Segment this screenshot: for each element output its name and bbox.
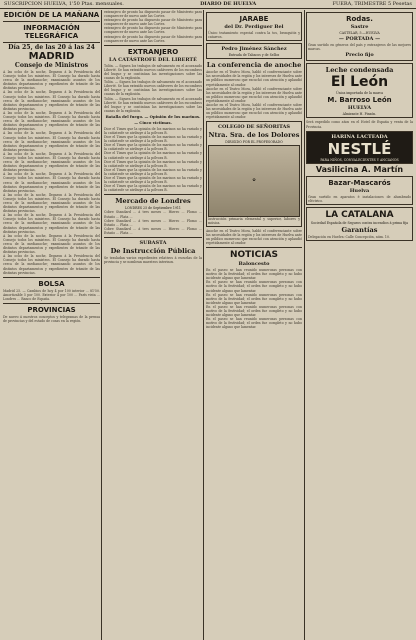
- catalana-title: LA CATALANA: [325, 209, 394, 220]
- batalla-text: Dice el Times que la opinión de los marinos no ha variado y la catástrofe se atribuye á la pólvora B.: [104, 143, 202, 152]
- instruccion-heading: De Instrucción Pública: [110, 247, 196, 256]
- liberte-text: Tolón. — Siguen los trabajos de salvamento en el acorazado Liberté. Se han extraído nuevos cadáveres de los escombros del buque y se continúan las investigaciones sobre las causas de la explosión.: [104, 96, 202, 113]
- article-body-continued: A las ocho de la noche, llegaron á la Presidencia del Consejo todos los ministros. El Consejo ha durado hasta cerca de la medianoche; examinando asuntos de los distintos departamentos y expedientes de trámite de las distintas provincias.: [3, 192, 100, 214]
- subasta-heading: SUBASTA: [139, 240, 167, 247]
- column-anuncios: [306, 10, 413, 640]
- conferencia-text: Anoche en el Teatro Mora, habló el conferenciante sobre las necesidades de la región y los intereses de Huelva ante un público numeroso que escuchó con atención y aplaudió repetidamente al orador.: [206, 86, 302, 103]
- city-madrid: MADRID: [28, 51, 75, 62]
- column-divider: [101, 10, 102, 640]
- masthead-right: FUERA, TRIMESTRE 5 Pesetas: [332, 1, 412, 7]
- article-body-continued: A las ocho de la noche, llegaron á la Presidencia del Consejo todos los ministros. El Consejo ha durado hasta cerca de la medianoche; examinando asuntos de los distintos departamentos y expedientes de trámite de las distintas provincias.: [3, 110, 100, 132]
- liberte-text: Tolón. — Siguen los trabajos de salvamento en el acorazado Liberté. Se han extraído nuevos cadáveres de los escombros del buque y se continúan las investigaciones sobre las causas de la explosión.: [104, 63, 202, 81]
- jarabe-sub: del Dr. Perdiguer Bel: [224, 24, 284, 30]
- provincias-heading: PROVINCIAS: [27, 305, 76, 314]
- vasilicina-title: Vasilicina A. Martín: [315, 164, 404, 174]
- noticias-text: En el paseo se han reunido numerosas personas con motivo de la festividad; el orden fue completo y no hubo incidente alguno que lamentar.: [206, 317, 302, 330]
- column-telegrafica: [3, 10, 100, 640]
- bazar-title: Bazar-Mascarós: [328, 178, 391, 187]
- colegio-illustration: ✿: [208, 145, 300, 217]
- article-body-continued: A las ocho de la noche, llegaron á la Presidencia del Consejo todos los ministros. El Consejo ha durado hasta cerca de la medianoche; examinando asuntos de los distintos departamentos y expedientes de trámite de las distintas provincias.: [3, 90, 100, 111]
- mercado-text: Cobre Standard ... á tres meses ... Hierro ... Plomo ... Estaño ... Plata ...: [104, 226, 202, 235]
- article-body-continued: A las ocho de la noche, llegaron á la Presidencia del Consejo todos los ministros. El Consejo ha durado hasta cerca de la medianoche; examinando asuntos de los distintos departamentos y expedientes de trámite de las distintas provincias.: [3, 233, 100, 255]
- noticias-sub: Baloncesto: [238, 261, 270, 268]
- dates-line: Día 25, de las 20 á las 24: [8, 44, 95, 51]
- leon-brand: El León: [330, 74, 389, 91]
- rodas-title: Rodas.: [346, 15, 373, 23]
- leon-sub: Única importada de la marca: [335, 91, 384, 96]
- nestle-ad: [306, 131, 413, 164]
- noticias-text: En el paseo se han reunido numerosas personas con motivo de la festividad; el orden fue completo y no hubo incidente alguno que lamentar.: [206, 292, 302, 305]
- section-title: INFORMACIÓN TELEGRÁFICA: [23, 24, 80, 40]
- noticias-heading: NOTICIAS: [229, 250, 279, 261]
- nestle-sub: PARA NIÑOS, CONVALECIENTES Y ANCIANOS: [320, 157, 399, 162]
- article-body: extranjero de pronto ha dispuesto pasar de Ministerio para comparecer de nuevo ante las Cortes.: [104, 18, 202, 27]
- provincias-text: De nuevo á nuestros conceptos y telegramas de la prensa de provincias y del estado de cosas en la región.: [3, 314, 100, 324]
- nestle-top: HARINA LACTEADA: [331, 133, 388, 140]
- batalla-heading: Batalla del fuego. — Opinión de los marinos. — Cinco víctimas.: [105, 113, 201, 125]
- bolsa-text: Madrid 25. — Cambios de hoy 4 por 100 interior ... 81'50. Amortizable 5 por 100. Exterior 4 por 100 ... París vista ... Londres ... Banco de España.: [3, 288, 100, 301]
- extranjero-heading: EXTRANJERO: [127, 47, 179, 56]
- masthead-left: SUSCRIPCION HUELVA, 1'50 Ptas. mensuales.: [4, 1, 124, 7]
- rodas-sub: Sastre: [350, 24, 369, 30]
- portada-title: — PORTADA —: [338, 36, 381, 43]
- batalla-text: Dice el Times que la opinión de los marinos no ha variado y la catástrofe se atribuye á la pólvora B.: [104, 151, 202, 160]
- article-body-continued: A las ocho de la noche, llegaron á la Presidencia del Consejo todos los ministros. El Consejo ha durado hasta cerca de la medianoche; examinando asuntos de los distintos departamentos y expedientes de trámite de las distintas provincias.: [3, 172, 100, 193]
- barroso-city: HUELVA: [347, 105, 372, 112]
- batalla-text: Dice el Times que la opinión de los marinos no ha variado y la catástrofe se atribuye á la pólvora B.: [104, 184, 202, 193]
- article-body-continued: A las ocho de la noche, llegaron á la Presidencia del Consejo todos los ministros. El Consejo ha durado hasta cerca de la medianoche; examinando asuntos de los distintos departamentos y expedientes de trámite de las distintas provincias.: [3, 151, 100, 173]
- mercado-date: LONDRES 25 de Septiembre 1911: [125, 206, 181, 211]
- noticias-text: En el paseo se han reunido numerosas personas con motivo de la festividad; el orden fue completo y no hubo incidente alguno que lamentar.: [206, 304, 302, 318]
- column-extranjero: [104, 10, 202, 640]
- pedro-title: Pedro Jiménez Sánchez: [221, 46, 287, 53]
- instruccion-text: Se trasladan varios expedientes relativos á escuelas de la provincia y se nombran maestros interinos.: [104, 256, 202, 265]
- noticias-text: En el paseo se han reunido numerosas personas con motivo de la festividad; el orden fue completo y no hubo incidente alguno que lamentar.: [206, 268, 302, 281]
- conferencia-text: Anoche en el Teatro Mora, habló el conferenciante sobre las necesidades de la región y los intereses de Huelva ante un público numeroso que escuchó con atención y aplaudió repetidamente al orador.: [206, 228, 302, 245]
- colegio-sub: DIRIGIDO POR EL PROFESORADO: [225, 140, 283, 145]
- bazar-text: Gran surtido en aparatos é instalaciones de alumbrado eléctrico.: [308, 194, 411, 203]
- article-body: A las ocho de la noche, llegaron á la Presidencia del Consejo todos los ministros. El Consejo ha durado hasta cerca de la medianoche; examinando asuntos de los distintos departamentos y expedientes de trámite de las distintas provincias.: [3, 70, 100, 91]
- leon-title: Leche condensada: [325, 66, 394, 75]
- council-heading: Consejo de Ministros: [14, 62, 89, 69]
- mercado-text: Cobre Standard ... á tres meses ... Hierro ... Plomo ... Estaño ... Plata ...: [104, 210, 202, 219]
- article-body-continued: A las ocho de la noche, llegaron á la Presidencia del Consejo todos los ministros. El Consejo ha durado hasta cerca de la medianoche; examinando asuntos de los distintos departamentos y expedientes de trámite de las distintas provincias.: [3, 131, 100, 152]
- nestle-brand: NESTLÉ: [327, 139, 392, 158]
- batalla-text: Dice el Times que la opinión de los marinos no ha variado y la catástrofe se atribuye á la pólvora B.: [104, 126, 202, 135]
- portada-text: Gran surtido en géneros del país y extranjeros de las mejores marcas.: [308, 43, 411, 52]
- colegio-text: Instrucción primaria elemental y superior, labores y música.: [208, 216, 300, 225]
- colegio-name: Ntra. Sra. de los Dolores: [208, 131, 300, 140]
- column-noticias: [206, 10, 302, 640]
- barroso-title: M. Barroso León: [327, 96, 392, 105]
- article-body-continued: A las ocho de la noche, llegaron á la Presidencia del Consejo todos los ministros. El Consejo ha durado hasta cerca de la medianoche; examinando asuntos de los distintos departamentos y expedientes de trámite de las distintas provincias.: [3, 254, 100, 275]
- article-body-continued: A las ocho de la noche, llegaron á la Presidencia del Consejo todos los ministros. El Consejo ha durado hasta cerca de la medianoche; examinando asuntos de los distintos departamentos y expedientes de trámite de las distintas provincias.: [3, 213, 100, 234]
- column-divider: [304, 10, 305, 640]
- catalana-sub: Sociedad Española de Seguros contra incendios á prima fija: [310, 220, 409, 225]
- masthead-center: DIARIO DE HUELVA: [200, 1, 257, 7]
- bolsa-heading: BOLSA: [38, 279, 65, 288]
- conferencia-text: Anoche en el Teatro Mora, habló el conferenciante sobre las necesidades de la región y los intereses de Huelva ante un público numeroso que escuchó con atención y aplaudió repetidamente al orador.: [206, 70, 302, 87]
- liberte-text: Tolón. — Siguen los trabajos de salvamento en el acorazado Liberté. Se han extraído nuevos cadáveres de los escombros del buque y se continúan las investigaciones sobre las causas de la explosión.: [104, 80, 202, 97]
- article-body: extranjero de pronto ha dispuesto pasar de Ministerio para comparecer de nuevo ante las Cortes.: [104, 26, 202, 35]
- article-body: extranjero de pronto ha dispuesto pasar de Ministerio para comparecer de nuevo ante las Cortes.: [104, 34, 202, 43]
- fijo-title: Precio fijo: [345, 52, 374, 59]
- barroso-address: Almirante H. Pinzón.: [342, 112, 377, 117]
- conferencia-heading: La conferencia de anoche: [206, 61, 302, 70]
- mercado-heading: Mercado de Londres: [115, 197, 191, 206]
- column-divider: [203, 10, 204, 640]
- liberte-subheading: LA CATÁSTROFE DEL LIBERTÉ: [109, 56, 197, 63]
- jarabe-text: Único tratamiento especial contra la tos, bronquitis y catarros.: [208, 31, 300, 40]
- jarabe-title: JARABE: [239, 15, 269, 23]
- mercado-text: Cobre Standard ... á tres meses ... Hierro ... Plomo ... Estaño ... Plata ...: [104, 218, 202, 227]
- pedro-sub: Entrada de Tabacos y de Sellos: [228, 53, 280, 58]
- batalla-text: Dice el Times que la opinión de los marinos no ha variado y la catástrofe se atribuye á la pólvora B.: [104, 159, 202, 168]
- masthead: [0, 0, 416, 9]
- noticias-text: En el paseo se han reunido numerosas personas con motivo de la festividad; el orden fue completo y no hubo incidente alguno que lamentar.: [206, 280, 302, 293]
- rodas-address: CASTELAR, 5.—HUELVA: [339, 31, 380, 35]
- sastre-note: Será expedido como años en el Hotel de España y venta de la Provincia.: [306, 120, 413, 129]
- batalla-text: Dice el Times que la opinión de los marinos no ha variado y la catástrofe se atribuye á la pólvora B.: [104, 167, 202, 176]
- conferencia-text: Anoche en el Teatro Mora, habló el conferenciante sobre las necesidades de la región y los intereses de Huelva ante un público numeroso que escuchó con atención y aplaudió repetidamente al orador.: [206, 103, 302, 120]
- garantias-title: Garantías: [341, 226, 378, 235]
- batalla-text: Dice el Times que la opinión de los marinos no ha variado y la catástrofe se atribuye á la pólvora B.: [104, 135, 202, 144]
- catalana-foot: Delegación en Huelva: Calle Concepción, núm. 10.: [308, 235, 390, 240]
- edition-title: EDICIÓN DE LA MAÑANA: [3, 11, 100, 19]
- bazar-city: Huelva: [349, 187, 370, 194]
- article-body: extranjero de pronto ha dispuesto pasar de Ministerio para comparecer de nuevo ante las Cortes.: [104, 10, 202, 19]
- colegio-heading: COLEGIO DE SEÑORITAS: [217, 124, 291, 131]
- batalla-text: Dice el Times que la opinión de los marinos no ha variado y la catástrofe se atribuye á la pólvora B.: [104, 176, 202, 185]
